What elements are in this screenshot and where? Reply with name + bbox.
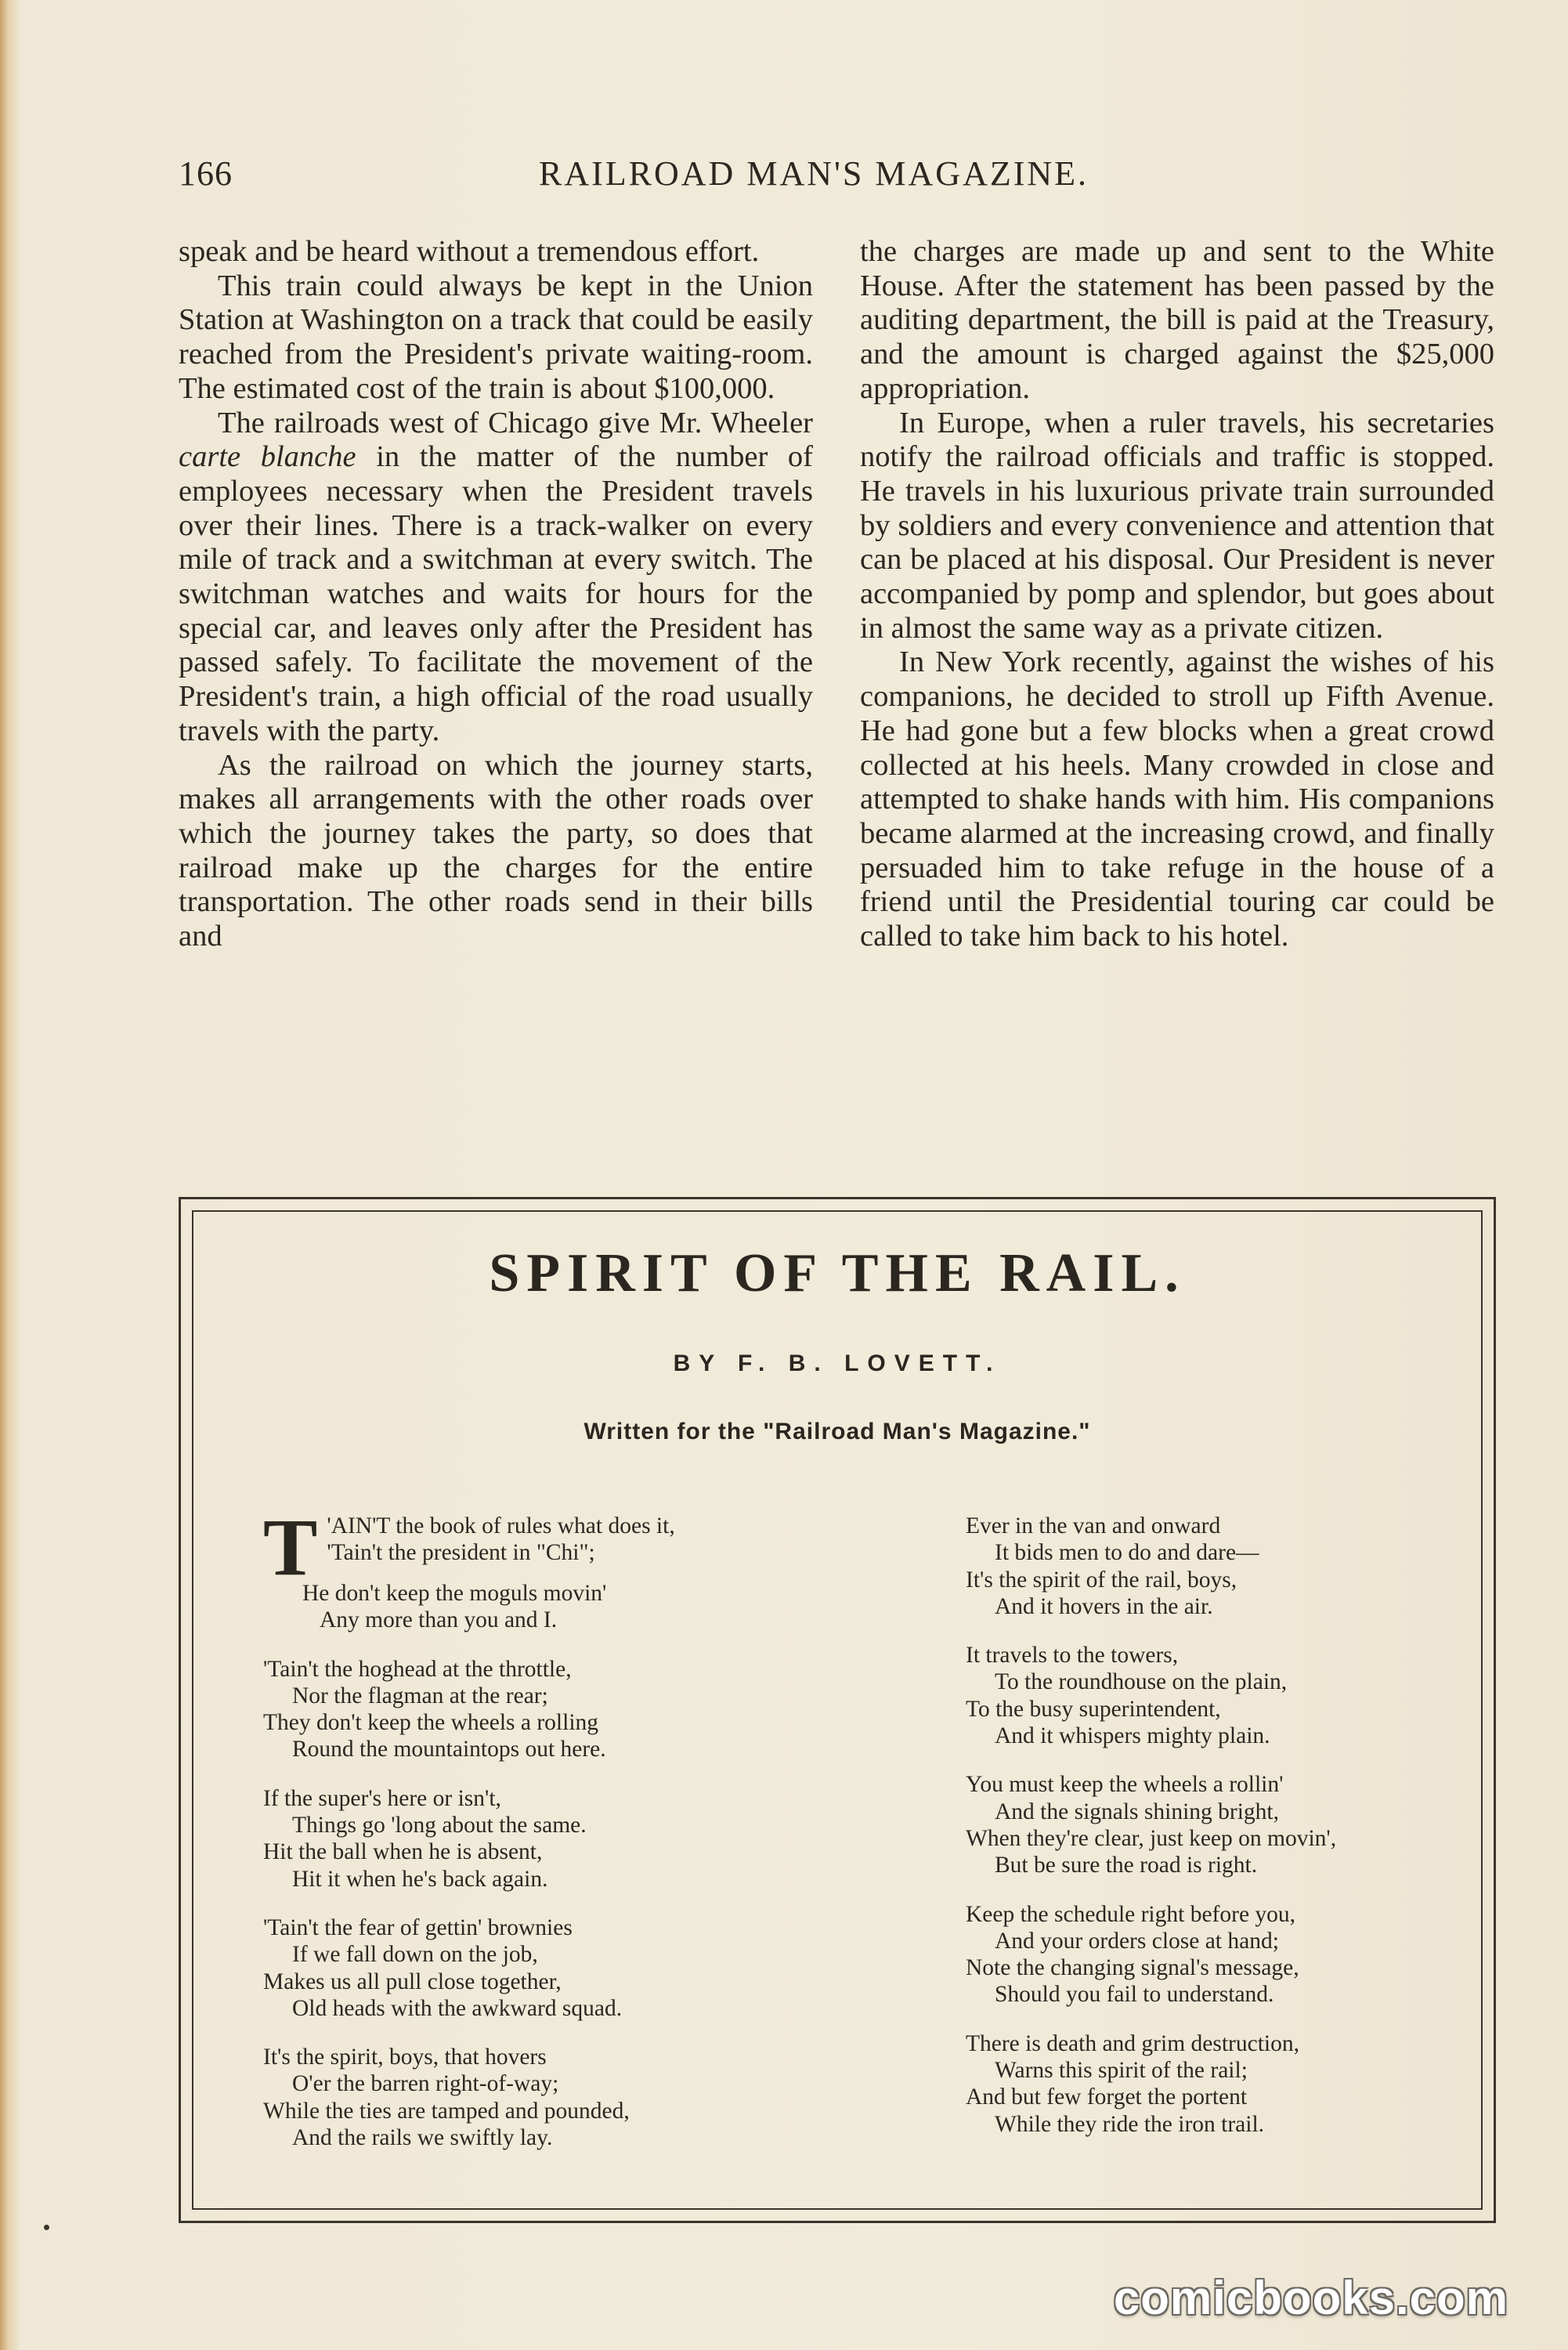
poem-line: And it hovers in the air. [995,1593,1213,1619]
article-column-right [860,235,1494,954]
poem-line: 'AIN'T the book of rules what does it, [327,1513,675,1538]
poem-note: Written for the "Railroad Man's Magazine." [583,1419,1091,1444]
poem-line: Round the mountaintops out here. [292,1737,606,1762]
poem-line: Warns this spirit of the rail; [995,2058,1248,2084]
poem-line: It bids men to do and dare— [995,1540,1259,1566]
poem-title: SPIRIT OF THE RAIL. [489,1243,1186,1303]
article-column-left [179,235,813,954]
poem-line: You must keep the wheels a rollin' [966,1772,1284,1798]
article-paragraph: In Europe, when a ruler travels, his secretaries notify the railroad officials and traffic is stopped. He travels in his luxurious private train surrounded by soldiers and every convenience and attention that can be placed at his disposal. Our President is never accompanied by pomp and splendor, but goes about in almost the same way as a private citizen. [860,406,1494,645]
poem-line: Keep the schedule right before you, [966,1901,1296,1927]
poem-line: It's the spirit, boys, that hovers [263,2044,547,2070]
drop-cap: T [263,1502,318,1593]
poem-line: Ever in the van and onward [966,1513,1221,1538]
article-paragraph [179,407,813,749]
poem-stanza [966,1642,1561,1749]
ink-dot [44,2225,49,2230]
poem-column-left [263,1502,858,2173]
poem-line: And the rails we swiftly lay. [292,2125,553,2151]
poem-stanza [966,1771,1561,1878]
article-paragraph: In New York recently, against the wishes of his companions, he decided to stroll up Fifth Avenue. He had gone but a few blocks when a great crowd collected at his heels. Many crowded in close and attempted to shake hands with him. His companions became alarmed at the increasing crowd, and finally persuaded him to take refuge in the house of a friend until the Presidential touring car could be called to take him back to his hotel. [860,645,1494,953]
poem-line: O'er the barren right-of-way; [292,2071,559,2097]
poem-line: 'Tain't the hoghead at the throttle, [263,1656,572,1682]
poem-line: 'Tain't the fear of gettin' brownies [263,1914,573,1940]
poem-stanza [263,1656,858,1763]
article-text: in the matter of the number of employees necessary when the President travels over their lines. There is a track-walker on every mile of track and a switchman at every switch. The switchman watches and waits for hours for the special car, and leaves only after the President has passed safely. To facilitate the movement of the President's train, a high official of the road usually travels with the party. [179,440,813,747]
poem-line: While the ties are tamped and pounded, [263,2098,630,2124]
poem-line: But be sure the road is right. [995,1853,1258,1878]
poem-line: He don't keep the moguls movin' [302,1581,607,1606]
poem-line: And it whispers mighty plain. [995,1723,1270,1749]
article-italic-text: carte blanche [179,440,356,474]
poem-line: Nor the flagman at the rear; [292,1683,548,1708]
poem-line: There is death and grim destruction, [966,2030,1299,2056]
watermark-logo: comicbooks.com [1113,2272,1508,2324]
article-paragraph: This train could always be kept in the Union Station at Washington on a track that could be easily reached from the President's private waiting-room. The estimated cost of the train is about $100,000. [179,269,813,405]
poem-byline: BY F. B. LOVETT. [673,1350,1002,1376]
poem-line: To the roundhouse on the plain, [995,1669,1288,1695]
poem-stanza [263,1502,858,1634]
poem-line: Makes us all pull close together, [263,1969,562,1994]
poem-line: 'Tain't the president in "Chi"; [327,1540,595,1566]
poem-line: And your orders close at hand; [995,1928,1279,1954]
article-paragraph: speak and be heard without a tremendous effort. [179,235,760,268]
poem-line: Note the changing signal's message, [966,1955,1299,1981]
poem-stanza [966,1513,1561,1620]
article-text: The railroads west of Chicago give Mr. Wheeler [218,406,813,439]
page-header [179,154,1494,208]
poem-line: It travels to the towers, [966,1643,1179,1668]
poem-line: When they're clear, just keep on movin', [966,1825,1337,1851]
poem-line: And the signals shining bright, [995,1799,1280,1824]
poem-stanza [966,1901,1561,2008]
poem-line: And but few forget the portent [966,2084,1248,2110]
poem-line: It's the spirit of the rail, boys, [966,1567,1237,1593]
article-paragraph: the charges are made up and sent to the White House. After the statement has been passed by the auditing department, the bill is paid at the Treasury, and the amount is charged against the $25,000 appropriation. [860,235,1494,405]
poem-line: Things go 'long about the same. [292,1813,587,1838]
poem-stanza [263,1785,858,1893]
poem-line: Old heads with the awkward squad. [292,1995,623,2021]
poem-line: To the busy superintendent, [966,1696,1221,1722]
poem-line: If the super's here or isn't, [263,1785,501,1811]
poem-line: They don't keep the wheels a rolling [263,1710,599,1736]
poem-line: While they ride the iron trail. [995,2111,1265,2137]
poem-box [179,1197,1496,2223]
poem-stanza [966,2030,1561,2138]
running-head: RAILROAD MAN'S MAGAZINE. [539,154,1089,193]
poem-line: Hit it when he's back again. [292,1866,548,1892]
poem-line: Hit the ball when he is absent, [263,1839,543,1865]
poem-stanza [263,1914,858,2022]
poem-line: If we fall down on the job, [292,1942,538,1968]
poem-stanza [263,2044,858,2151]
article-paragraph: As the railroad on which the journey starts, makes all arrangements with the other roads over which the journey takes the party, so does that railroad make up the charges for the entire transportation. The other roads send in their bills and [179,748,813,953]
poem-line: Any more than you and I. [320,1607,558,1633]
poem-line: Should you fail to understand. [995,1982,1274,2008]
poem-column-right [966,1513,1561,2160]
page-number: 166 [179,154,233,193]
